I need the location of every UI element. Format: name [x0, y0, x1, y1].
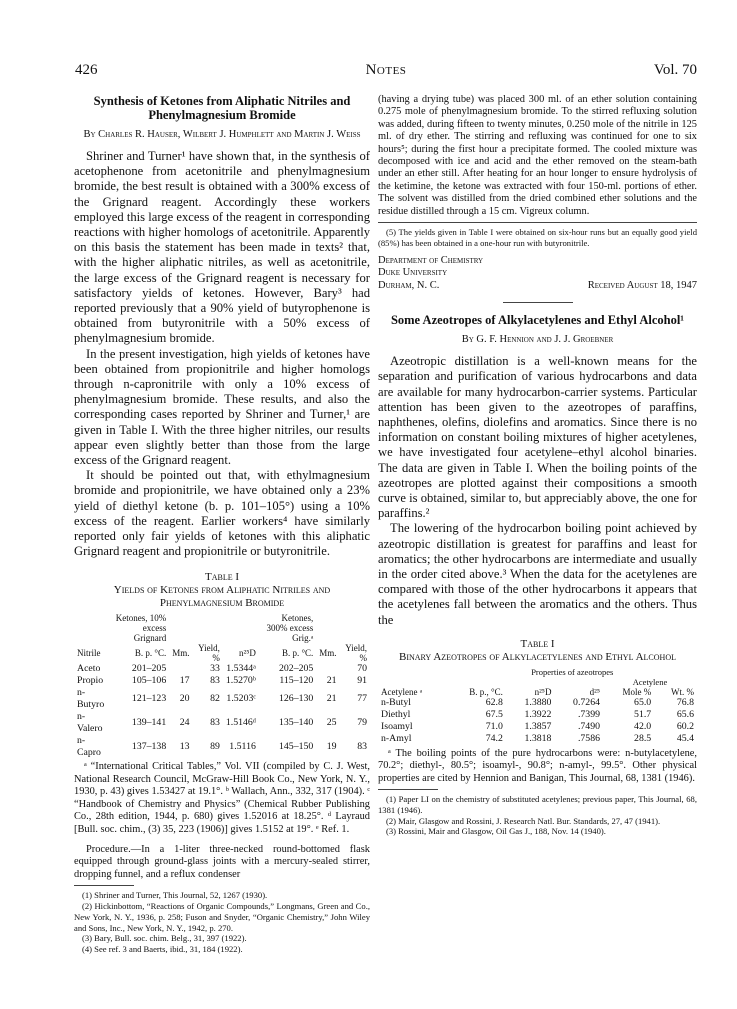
table-row [74, 711, 370, 735]
table-cell: 201–205 [131, 663, 167, 675]
table-cell: 70 [357, 663, 367, 675]
table-cell: Diethyl [381, 708, 411, 720]
table-cell: 121–123 [131, 693, 167, 705]
table-cell: Propio [77, 675, 104, 687]
dept-line: Duke University [378, 267, 448, 279]
table-cell: 202–205 [279, 663, 314, 675]
footnote: (4) See ref. 3 and Baerts, ibid., 31, 184 (1922). [82, 944, 243, 955]
table-cell: 62.8 [485, 696, 503, 708]
article2-title: Some Azeotropes of Alkylacetylenes and Ethyl Alcohol¹ [390, 313, 685, 328]
table-cell: n-Valero [77, 711, 103, 735]
table2-group-header: Properties of azeotropes [531, 666, 614, 677]
table-cell: 76.8 [676, 696, 694, 708]
table-header-cell: n²⁵D [534, 686, 552, 697]
table-cell: 65.6 [676, 708, 694, 720]
footnote-5: (5) The yields given in Table I were obtained on six-hour runs but an equally good yield (85%) has been obtained in a one-hour run with butyronitrile. [378, 227, 697, 248]
table-header-cell [340, 613, 370, 643]
table-cell: .7490 [577, 720, 600, 732]
table-row [74, 687, 370, 711]
table-header-cell: Mm. [172, 648, 190, 659]
procedure-paragraph: Procedure.—In a 1-liter three-necked round-bottomed flask equipped through ground-glass joints with a mercury-sealed stirrer, dropping funnel, and a reflux condenser [74, 843, 370, 880]
table-cell: n-Butyro [77, 687, 105, 711]
table-cell: 25 [326, 717, 337, 729]
footnotes-right [378, 794, 697, 837]
table-cell: 60.2 [676, 720, 694, 732]
table-cell: n-Amyl [381, 732, 412, 744]
table-row [74, 675, 370, 687]
table-header-cell: Yield, % [198, 643, 220, 664]
table2-note: ᵃ The boiling points of the pure hydrocarbons were: n-butylacetylene, 70.2°; diethyl-, 80.5°; isoamyl-, 90.8°; n-amyl-, 99.5°. Other physical properties are cited by Hennion and Banigan, This Journal, 68, 1381 (1946). [378, 747, 697, 784]
table-header-cell [74, 613, 109, 643]
table-header-cell: B. p. °C. [281, 648, 314, 659]
table-cell: n-Butyl [381, 696, 411, 708]
table-cell: 83 [210, 675, 220, 687]
table-header-cell [223, 613, 259, 643]
table-cell: 1.5270ᵇ [225, 675, 256, 687]
table-cell: 135–140 [279, 717, 314, 729]
article-title: Synthesis of Ketones from Aliphatic Nitriles and Phenylmagnesium Bromide [93, 94, 351, 122]
table-cell: 1.3857 [524, 720, 552, 732]
table-header-cell: Mm. [319, 648, 337, 659]
footnote: (2) Mair, Glasgow and Rossini, J. Research Natl. Bur. Standards, 27, 47 (1941). [386, 815, 661, 826]
table-cell: 105–106 [131, 675, 167, 687]
table-cell: 45.4 [676, 732, 694, 744]
table-cell: 1.3880 [524, 696, 552, 708]
table-cell: 67.5 [485, 708, 503, 720]
table-cell: 19 [326, 741, 337, 753]
table-cell [316, 663, 339, 675]
table-cell: 24 [179, 717, 190, 729]
table-header-cell: d²⁵ [589, 686, 600, 697]
table-cell: 77 [357, 693, 367, 705]
table-cell: 139–141 [131, 717, 167, 729]
table-cell: 28.5 [634, 732, 652, 744]
table-row [378, 733, 697, 745]
footnote: (1) Paper LI on the chemistry of substituted acetylenes; previous paper, This Journal, 68, 1381 (1946). [378, 794, 697, 815]
page-header [75, 62, 697, 82]
footnote: (2) Hickinbottom, “Reactions of Organic Compounds,” Longmans, Green and Co., New York, N. Y., 1936, p. 258; Fuson and Snyder, “Organic Chemistry,” John Wiley and Sons, Inc., New York, N. Y., 1942, p. 270. [74, 900, 370, 933]
dept-line: Department of Chemistry [378, 254, 484, 266]
paragraph: In the present investigation, high yields of ketones have been obtained from propionitrile and higher homologs through n-capronitrile with only a 10% excess of phenylmagnesium bromide. These results, and also the corresponding cases reported by Shriner and Turner,¹ are given in Table I. With the three higher nitriles, our results appear even slightly better than those from the large excess of the Grignard reagent. [74, 346, 370, 468]
paragraph: Azeotropic distillation is a well-known means for the separation and purification of various hydrocarbons and data are available for many hydrocarbon-carrier systems. Particular attention has been given to the azeotropes of paraffins, naphthenes, olefins, diolefins and aromatics. Since there is no information on constant boiling mixtures of higher acetylenes, we have investigated four acetylene–ethyl alcohol binaries. The data are given in Table I. When the boiling points of the azeotropes are plotted against their compositions a smooth curve is obtained, similar to, but appreciably above, the one for paraffins.² [378, 354, 697, 521]
table-title: Yields of Ketones from Aliphatic Nitriles and Phenylmagnesium Bromide [113, 584, 331, 610]
table-cell: 0.7264 [573, 696, 600, 708]
article-authors: By Charles R. Hauser, Wilbert J. Humphlett and Martin J. Weiss [83, 129, 361, 140]
page-number: 426 [75, 62, 98, 78]
table-cell: 145–150 [279, 741, 314, 753]
table-header-cell: n²⁵D [239, 648, 256, 659]
table-cell: Aceto [77, 663, 101, 675]
table-cell: 13 [179, 741, 190, 753]
table-header-cell [316, 613, 339, 643]
footnotes-left [74, 890, 370, 955]
table-row [74, 735, 370, 759]
received-date: Received August 18, 1947 [587, 279, 697, 291]
table-cell: 137–138 [131, 741, 167, 753]
table-header-cell [169, 613, 192, 643]
table-cell: 17 [179, 675, 190, 687]
table-header-cell: B. p. °C. [134, 648, 167, 659]
table-row [74, 663, 370, 675]
table-cell: 82 [210, 693, 220, 705]
table-header-cell: Ketones, 10% excess Grignard [115, 613, 167, 644]
table-cell: 1.3818 [524, 732, 552, 744]
table-cell: 74.2 [485, 732, 503, 744]
table-header-cell: B. p., °C. [469, 686, 503, 697]
table-cell: 20 [179, 693, 190, 705]
table-cell: .7399 [577, 708, 600, 720]
yields-table [74, 613, 370, 759]
table-cell: 89 [210, 741, 220, 753]
table-cell: 83 [357, 741, 367, 753]
table2-label: Table I [520, 637, 555, 650]
table-cell: 126–130 [279, 693, 314, 705]
table2-title: Binary Azeotropes of Alkylacetylenes and Ethyl Alcohol [398, 650, 676, 663]
section-title: Notes [365, 62, 407, 78]
table-cell: 1.5116 [229, 741, 256, 753]
table-cell: 79 [357, 717, 367, 729]
table-label: Table I [204, 571, 240, 584]
table-cell: n-Capro [77, 735, 101, 759]
volume-label: Vol. 70 [653, 62, 697, 78]
table-row [378, 697, 697, 709]
department [378, 255, 697, 293]
table-header-cell: Yield, % [345, 643, 367, 664]
table-cell: 115–120 [279, 675, 314, 687]
table-cell: Isoamyl [381, 720, 413, 732]
table-notes: ᵃ “International Critical Tables,” Vol. VII (compiled by C. J. West, National Research Council, McGraw-Hill Book Co., New York, N. Y., 1930, p. 43) gives 1.53427 at 19.1°. ᵇ Wallach, Ann., 332, 317 (1904). ᶜ “Handbook of Chemistry and Physics” (Chemical Rubber Publishing Co., 28th edition, 1944, p. 680) gives 1.52016 at 18.25°. ᵈ Layraud [Bull. soc. chim., (3) 35, 223 (1906)] gives 1.5152 at 19°. ᵉ Ref. 1. [74, 761, 370, 835]
table-cell: 21 [326, 693, 337, 705]
table-row [378, 721, 697, 733]
article2-authors: By G. F. Hennion and J. J. Groebner [461, 334, 614, 346]
table-cell: 91 [357, 675, 367, 687]
table2-sub-header: Acetylene [632, 676, 668, 687]
table-cell: 71.0 [485, 720, 503, 732]
table-cell: 1.5344ᵃ [226, 663, 256, 675]
table-cell: .7586 [577, 732, 600, 744]
table-header-cell [192, 613, 222, 643]
table-header-cell: Wt. % [671, 686, 694, 697]
procedure-continued: (having a drying tube) was placed 300 ml. of an ether solution containing 0.275 mole of phenylmagnesium bromide. To the stirred refluxing solution was added, during fifteen to twenty minutes, 0.250 mole of the nitrile in 125 ml. of dry ether. The stirring and refluxing was continued for one to six hours⁵; during the first hour a precipitate formed. The cooled mixture was decomposed with ice and acid and the ether removed on the steam-bath under an ether still. After heating for an hour longer to ensure hydrolysis of the ketimine, the ketone was extracted with four 150-ml. portions of ether. The solvent was distilled from the dried combined ether solutions and the residue distilled through a 15 cm. Vigreux column. [378, 94, 697, 217]
dept-line: Durham, N. C. [378, 279, 440, 291]
table-cell: 1.3922 [524, 708, 552, 720]
table-header-cell: Acetylene ᵃ [381, 686, 423, 697]
table-cell: 51.7 [634, 708, 652, 720]
footnote: (1) Shriner and Turner, This Journal, 52, 1267 (1930). [82, 890, 268, 901]
table-cell: 1.5203ᶜ [226, 693, 256, 705]
table-cell: 21 [326, 675, 337, 687]
table-cell: 42.0 [634, 720, 652, 732]
paragraph: It should be pointed out that, with ethylmagnesium bromide and propionitrile, we have obtained only a 23% yield of diethyl ketone (b. p. 101–105°) using a 10% excess of the reagent. Earlier workers⁴ have similarly reported only fair yields of ketones with this aliphatic Grignard reagent and propionitrile or butyronitrile. [74, 468, 370, 559]
left-column [74, 94, 370, 955]
table-row [378, 709, 697, 721]
paragraph: The lowering of the hydrocarbon boiling point achieved by azeotropic distillation is greatest for paraffins and least for aromatics; the other hydrocarbons are intermediate and usually in the order cited above.³ When the data for the acetylenes are compared with those of the other hydrocarbons it appears that the acetylenes fall between the aromatics and the others. Thus the [378, 521, 697, 627]
azeotropes-table [378, 667, 697, 745]
table-header-cell: Ketones, 300% excess Grig.ᵃ [266, 613, 314, 644]
table-cell [169, 663, 192, 675]
footnote: (3) Rossini, Mair and Glasgow, Oil Gas J., 188, Nov. 14 (1940). [386, 826, 606, 837]
footnote: (3) Bary, Bull. soc. chim. Belg., 31, 397 (1922). [82, 933, 247, 944]
table-cell: 1.5146ᵈ [225, 717, 256, 729]
table-cell: 33 [210, 663, 220, 675]
table-cell: 65.0 [634, 696, 652, 708]
table-header-cell: Nitrile [77, 648, 101, 659]
right-column [378, 94, 697, 837]
paragraph: Shriner and Turner¹ have shown that, in the synthesis of acetophenone from acetonitrile and phenylmagnesium bromide, the best result is obtained with a 300% excess of the Grignard reagent. Accordingly these workers employed this large excess of the reagent in corresponding reactions with higher homologs of acetonitrile. Apparently on this basis the statement has been made in texts² that, with the higher aliphatic nitriles, as well as acetonitrile, the large excess of the Grignard reagent is necessary for satisfactory yields of ketones. However, Bary³ had reported previously that a 90% yield of butyrophenone is obtained from butyronitrile with a 50% excess of phenylmagnesium bromide. [74, 149, 370, 346]
table-cell: 83 [210, 717, 220, 729]
table-header-cell: Mole % [622, 686, 652, 697]
